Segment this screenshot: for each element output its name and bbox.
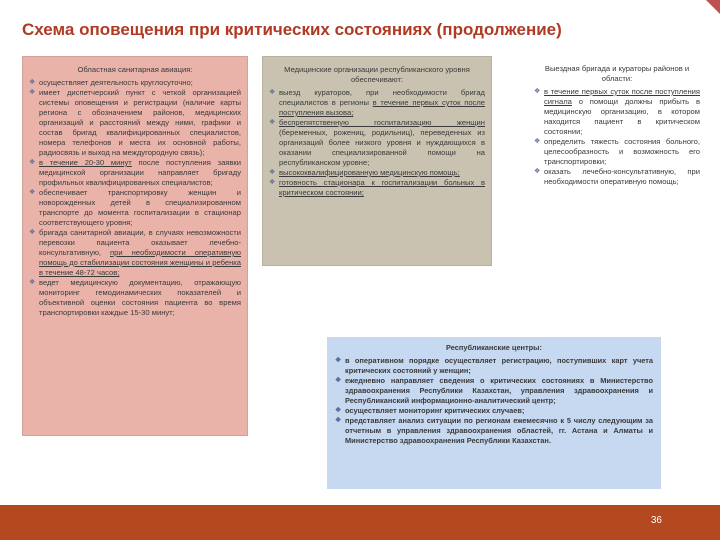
item-list	[29, 78, 241, 318]
list-item	[269, 88, 485, 118]
list-item	[269, 168, 485, 178]
list-item	[335, 406, 653, 416]
item-text: в оперативном порядке осуществляет регистрацию, поступивших карт учета критических состояний у женщин;	[345, 356, 653, 375]
emphasized-text: в течение 20-30 минут	[39, 158, 132, 167]
list-item	[269, 118, 485, 168]
box-heading: Медицинские организации республиканского уровня обеспечивают:	[284, 65, 470, 84]
slide-title: Схема оповещения при критических состояниях (продолжение)	[22, 20, 562, 39]
regional-aviation-box	[22, 56, 248, 436]
item-text: ведет медицинскую документацию, отражающую мониторинг гемодинамических показателей и объективной оценки состояния пациента во время транспортировки каждые 15-30 минут;	[39, 278, 241, 317]
list-item	[29, 158, 241, 188]
item-text: осуществляет деятельность круглосуточно;	[39, 78, 193, 87]
box-heading: Республиканские центры:	[446, 343, 542, 352]
item-text: бригада санитарной авиации, в случаях невозможности перевозки пациента оказывает лечебно-консультативную,	[39, 228, 241, 257]
item-list	[335, 356, 653, 446]
list-item	[335, 356, 653, 376]
emphasized-text: высококвалифицированную медицинскую помощь;	[279, 168, 460, 177]
emphasized-text: готовность стационара к госпитализации больных в критическом состоянии;	[279, 178, 485, 197]
item-text: представляет анализ ситуации по регионам ежемесячно к 5 числу следующим за отчетным в управления здравоохранения областей, гг. Астана и Алматы и Министерство здравоохранения Республики Казахстан.	[345, 416, 653, 445]
emphasized-text: в течение первых суток после поступления сигнала	[544, 87, 700, 106]
list-item	[29, 88, 241, 158]
list-item	[335, 376, 653, 406]
emphasized-text: в течение первых суток после поступления вызова;	[279, 98, 486, 117]
list-item	[29, 188, 241, 228]
item-list	[269, 88, 485, 198]
republican-organizations-box	[262, 56, 492, 266]
item-text: после поступления заявки медицинской организации направляет бригаду профильных квалифицированных специалистов;	[39, 158, 242, 187]
item-text: определить тяжесть состояния больного, целесообразность и возможность его транспортировки;	[544, 137, 700, 166]
box-heading: Выездная бригада и кураторы районов и области:	[544, 64, 690, 83]
list-item	[29, 278, 241, 318]
list-item	[534, 137, 700, 167]
footer-bar	[0, 505, 720, 540]
list-item	[29, 228, 241, 278]
list-item	[534, 167, 700, 187]
republican-centers-box	[327, 337, 661, 489]
item-text: обеспечивает транспортировку женщин и новорожденных детей в специализированном транспорте до момента госпитализации в стационар соответствующего уровня;	[39, 188, 241, 227]
field-team-box	[532, 60, 702, 250]
emphasized-text: при необходимости оперативную помощь до стабилизации состояния женщины и ребенка в течение 48-72 часов;	[39, 248, 241, 277]
list-item	[534, 87, 700, 137]
item-text: выезд кураторов, при необходимости бригад специалистов в регионы	[279, 88, 485, 107]
corner-accent	[706, 0, 720, 14]
list-item	[269, 178, 485, 198]
page-number: 36	[650, 515, 662, 526]
list-item	[29, 78, 241, 88]
list-item	[335, 416, 653, 446]
item-text: имеет диспетчерский пункт с четкой организацией системы оповещения и регистрации (наличие карты региона с обозначением районов, медицинских организаций и расстояний между ними, графики и состав бригад квалифицированных специалистов, номера телефонов и места их основной работы, радиосвязь и выход на междугородную связь);	[39, 88, 241, 157]
emphasized-text: беспрепятственную госпитализацию женщин	[279, 118, 485, 127]
item-text: оказать лечебно-консультативную, при необходимости оперативную помощь;	[544, 167, 700, 186]
box-heading: Областная санитарная авиация:	[77, 65, 193, 74]
item-list	[534, 87, 700, 187]
item-text: (беременных, рожениц, родильниц), переведенных из организаций более низкого уровня и нуждающихся в оказании специализированной помощи на республиканском уровне;	[279, 128, 485, 167]
item-text: о помощи должны прибыть в медицинскую организацию, в котором находится пациент в критическом состоянии;	[544, 97, 700, 136]
item-text: ежедневно направляет сведения о критических состояниях в Министерство здравоохранения Республики Казахстан, управления здравоохранения и Республиканский информационно-аналитический центр;	[345, 376, 653, 405]
item-text: осуществляет мониторинг критических случаев;	[345, 406, 525, 415]
